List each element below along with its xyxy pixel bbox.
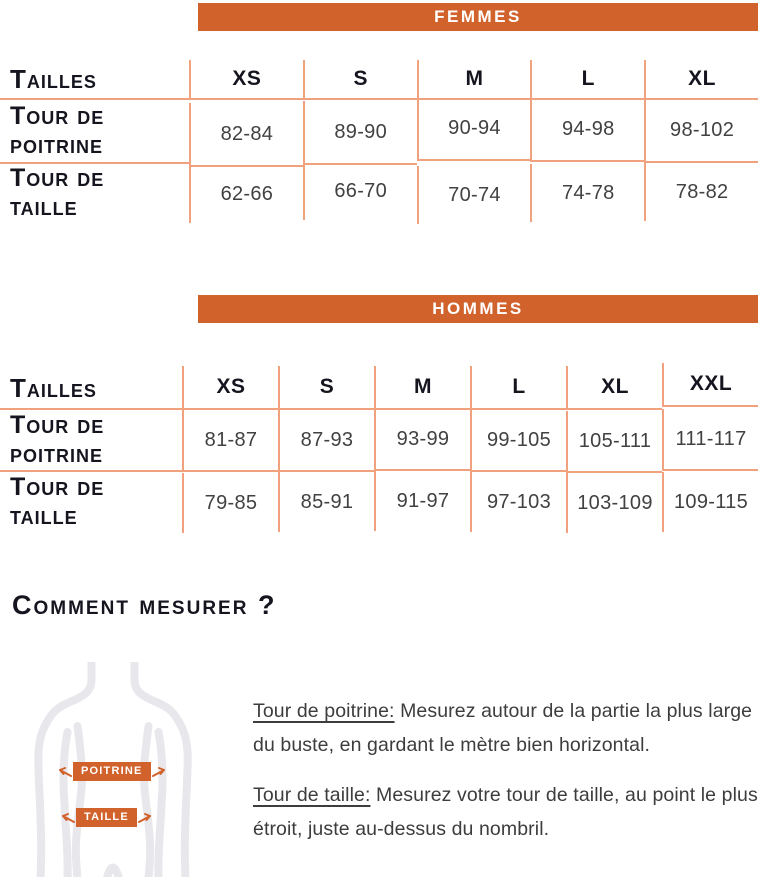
women-chest-value-xl: 98-102 <box>644 99 758 163</box>
men-size-header-xl: XL <box>566 366 662 410</box>
men-waist-value-xxl: 109-115 <box>662 472 758 532</box>
men-waist-value-xl: 103-109 <box>566 473 662 533</box>
women-size-header-xs: XS <box>189 60 303 100</box>
men-corner-label: Tailles <box>0 366 182 410</box>
men-chest-value-xxl: 111-117 <box>662 409 758 471</box>
men-size-header-xs: XS <box>182 366 278 410</box>
waist-badge-row <box>60 808 153 827</box>
women-chest-value-s: 89-90 <box>303 101 417 165</box>
how-to-measure-title: Comment mesurer ? <box>12 590 277 620</box>
men-chest-value-l: 99-105 <box>470 410 566 472</box>
women-row-label-waist: Tour de taille <box>10 164 105 221</box>
women-row-label-chest: Tour de poitrine <box>0 100 189 164</box>
waist-instruction-text: Mesurez votre tour de taille, au point le plus étroit, juste au-dessus du nombril. <box>253 784 758 840</box>
men-size-header-m: M <box>374 366 470 410</box>
arrow-left-icon <box>60 812 75 824</box>
men-size-header-l: L <box>470 366 566 410</box>
men-table-banner <box>198 295 758 323</box>
women-table-banner <box>198 3 758 31</box>
women-size-header-s: S <box>303 60 417 100</box>
men-size-header-s: S <box>278 366 374 410</box>
chest-instruction-text: Mesurez autour de la partie la plus large du buste, en gardant le mètre bien horizontal. <box>253 700 753 756</box>
arrow-right-icon <box>138 812 153 824</box>
measurement-figure <box>28 662 203 877</box>
men-chest-value-xs: 81-87 <box>182 410 278 472</box>
women-corner-label: Tailles <box>0 60 189 100</box>
women-chest-value-m: 90-94 <box>417 97 531 161</box>
men-size-table <box>0 366 758 532</box>
chest-instruction <box>253 694 763 762</box>
measuring-instructions <box>253 694 763 862</box>
women-waist-value-m: 70-74 <box>417 166 531 224</box>
women-waist-value-xs: 62-66 <box>189 165 303 223</box>
men-chest-value-m: 93-99 <box>374 409 470 471</box>
arrow-right-icon <box>152 766 167 778</box>
men-size-header-xxl: XXL <box>662 363 758 407</box>
women-chest-value-l: 94-98 <box>530 98 644 162</box>
women-waist-value-xl: 78-82 <box>644 163 758 221</box>
women-size-header-l: L <box>530 60 644 100</box>
men-waist-value-xs: 79-85 <box>182 473 278 533</box>
men-waist-value-s: 85-91 <box>278 472 374 532</box>
women-chest-value-xs: 82-84 <box>189 103 303 167</box>
chest-badge: POITRINE <box>73 762 151 781</box>
men-banner-label: HOMMES <box>432 299 524 318</box>
men-chest-value-s: 87-93 <box>278 410 374 472</box>
men-waist-value-l: 97-103 <box>470 472 566 532</box>
chest-badge-row <box>57 762 167 781</box>
men-waist-value-m: 91-97 <box>374 471 470 531</box>
women-waist-value-s: 66-70 <box>303 162 417 220</box>
women-size-header-m: M <box>417 60 531 100</box>
waist-badge: TAILLE <box>76 808 137 827</box>
men-row-label-waist: Tour de taille <box>10 473 105 530</box>
women-banner-label: FEMMES <box>434 7 522 26</box>
men-row-label-chest: Tour de poitrine <box>0 410 182 472</box>
women-waist-value-l: 74-78 <box>530 164 644 222</box>
women-size-header-xl: XL <box>644 60 758 100</box>
chest-instruction-lead: Tour de poitrine: <box>253 700 395 722</box>
waist-instruction-lead: Tour de taille: <box>253 784 371 806</box>
men-chest-value-xl: 105-111 <box>566 411 662 473</box>
waist-instruction <box>253 778 763 846</box>
women-size-table <box>0 60 758 222</box>
arrow-left-icon <box>57 766 72 778</box>
